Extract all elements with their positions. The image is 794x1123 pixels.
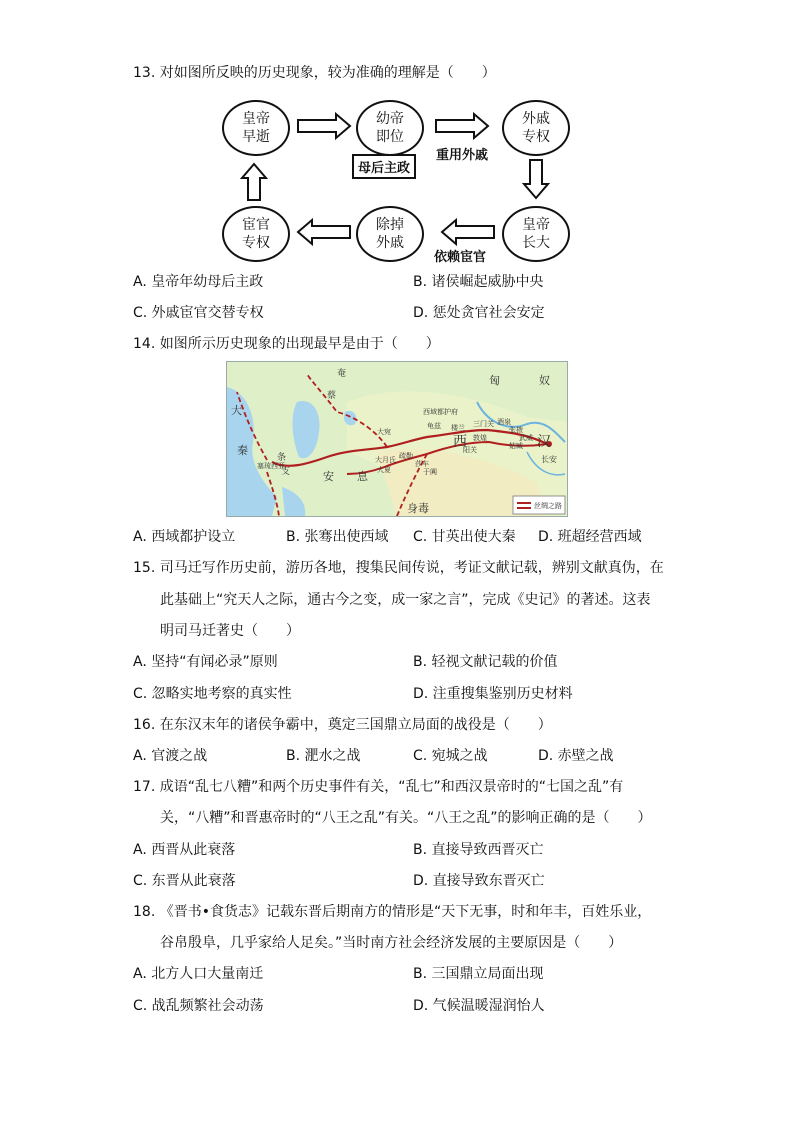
q14-option-d[interactable]: D. 班超经营西域	[538, 529, 642, 545]
q17-option-d[interactable]: D. 直接导致东晋灭亡	[413, 873, 545, 889]
label-rely-eunuch: 依赖宦官	[434, 250, 487, 265]
map-label: 大月氏	[375, 456, 396, 464]
q16-option-d[interactable]: D. 赤壁之战	[538, 748, 614, 764]
q16-option-b[interactable]: B. 淝水之战	[286, 748, 361, 764]
q13-option-b[interactable]: B. 诸侯崛起威胁中央	[413, 274, 544, 290]
map-label: 息	[357, 470, 368, 483]
arrow-left-2	[298, 220, 350, 244]
node-consort-power	[502, 100, 570, 156]
map-label: 武威	[519, 434, 533, 442]
q16-option-c[interactable]: C. 宛城之战	[413, 748, 488, 764]
q13-stem: 13. 对如图所反映的历史现象，较为准确的理解是（ ）	[133, 65, 496, 81]
q18-option-a[interactable]: A. 北方人口大量南迁	[133, 966, 264, 982]
map-label: 楼兰	[451, 424, 465, 432]
q17-option-c[interactable]: C. 东晋从此衰落	[133, 873, 236, 889]
q15-stem-line-2: 此基础上“究天人之际，通古今之变，成一家之言”，完成《史记》的著述。这表	[160, 592, 651, 608]
q15-option-d[interactable]: D. 注重搜集鉴别历史材料	[413, 686, 573, 702]
map-label: 条	[277, 453, 287, 463]
node-text: 皇帝	[522, 217, 550, 233]
box-empress-regency: 母后主政	[352, 154, 416, 179]
node-text: 外戚	[376, 235, 404, 251]
node-text: 专权	[242, 235, 270, 251]
map-label: 龟兹	[427, 422, 441, 430]
q15-option-c[interactable]: C. 忽略实地考察的真实性	[133, 686, 292, 702]
node-child-emperor	[356, 100, 424, 156]
node-emperor-grows	[502, 206, 570, 262]
node-text: 早逝	[242, 129, 270, 145]
node-text: 即位	[376, 129, 404, 145]
node-text: 长大	[522, 235, 550, 251]
map-label: 奄	[337, 369, 347, 379]
arrow-right-1	[298, 114, 350, 138]
legend-label: 丝绸之路	[534, 502, 562, 510]
map-label: 疏勒	[399, 452, 413, 460]
map-label: 奴	[539, 374, 550, 387]
q17-stem-line-2: 关，“八糟”和晋惠帝时的“八王之乱”有关。“八王之乱”的影响正确的是（ ）	[160, 810, 652, 826]
q13-option-c[interactable]: C. 外戚宦官交替专权	[133, 305, 264, 321]
map-label: 秦	[237, 444, 248, 457]
label-rely-consort: 重用外戚	[436, 148, 489, 163]
q16-option-a[interactable]: A. 官渡之战	[133, 748, 208, 764]
node-eunuch-power	[222, 206, 290, 262]
map-label: 安	[323, 470, 334, 483]
q16-stem: 16. 在东汉末年的诸侯争霸中，奠定三国鼎立局面的战役是（ ）	[133, 717, 552, 733]
map-label: 塞琉西亚	[257, 462, 285, 470]
q18-option-d[interactable]: D. 气候温暖湿润怡人	[413, 998, 545, 1014]
arrow-up	[242, 164, 266, 200]
map-label: 阳关	[463, 446, 477, 454]
q17-stem-line-1: 17. 成语“乱七八糟”和两个历史事件有关，“乱七”和西汉景帝时的“七国之乱”有	[133, 779, 624, 795]
q13-option-d[interactable]: D. 惩处贪官社会安定	[413, 305, 545, 321]
q14-stem: 14. 如图所示历史现象的出现最早是由于（ ）	[133, 336, 440, 352]
map-label: 西	[453, 434, 467, 450]
q14-silk-road-map	[226, 361, 568, 517]
q15-option-a[interactable]: A. 坚持“有闻必录”原则	[133, 654, 278, 670]
q18-stem-line-2: 谷帛殷阜，几乎家给人足矣。”当时南方社会经济发展的主要原因是（ ）	[160, 935, 623, 951]
arrow-down	[524, 160, 548, 198]
q14-option-c[interactable]: C. 甘英出使大秦	[413, 529, 516, 545]
q17-option-a[interactable]: A. 西晋从此衰落	[133, 842, 236, 858]
q18-option-c[interactable]: C. 战乱频繁社会动荡	[133, 998, 264, 1014]
map-label: 匈	[489, 374, 500, 387]
map-label: 张掖	[509, 426, 523, 434]
map-label: 西域都护府	[423, 408, 458, 416]
map-label: 大夏	[377, 466, 391, 474]
node-text: 外戚	[522, 111, 550, 127]
q15-stem-line-1: 15. 司马迁写作历史前，游历各地，搜集民间传说，考证文献记载，辨别文献真伪，在	[133, 560, 664, 576]
q15-stem-line-3: 明司马迁著史（ ）	[160, 623, 300, 639]
q18-stem-line-1: 18. 《晋书•食货志》记载东晋后期南方的情形是“天下无事，时和年丰，百姓乐业，	[133, 904, 652, 920]
map-label: 身毒	[407, 502, 429, 515]
arrow-left-1	[442, 220, 494, 244]
node-text: 宦官	[242, 217, 270, 233]
q13-cycle-diagram	[218, 96, 558, 266]
node-emperor-early-death	[222, 100, 290, 156]
map-label: 酒泉	[497, 418, 511, 426]
map-label: 大宛	[377, 428, 391, 436]
map-label: 蔡	[327, 391, 337, 401]
node-text: 幼帝	[376, 111, 404, 127]
map-label: 姑臧	[509, 442, 523, 450]
q14-option-b[interactable]: B. 张骞出使西域	[286, 529, 389, 545]
map-label: 大	[231, 404, 242, 417]
map-label: 长安	[541, 455, 557, 464]
node-text: 除掉	[376, 217, 404, 233]
arrow-right-2	[436, 114, 488, 138]
node-text: 专权	[522, 129, 550, 145]
map-svg	[227, 362, 567, 516]
map-label: 支	[281, 467, 291, 477]
map-label: 三门关	[473, 420, 494, 428]
q17-option-b[interactable]: B. 直接导致西晋灭亡	[413, 842, 544, 858]
map-label: 莎车	[415, 460, 429, 468]
q13-option-a[interactable]: A. 皇帝年幼母后主政	[133, 274, 264, 290]
map-label: 汉	[537, 434, 551, 450]
q15-option-b[interactable]: B. 轻视文献记载的价值	[413, 654, 558, 670]
node-remove-consort	[356, 206, 424, 262]
q14-option-a[interactable]: A. 西域都护设立	[133, 529, 236, 545]
node-text: 皇帝	[242, 111, 270, 127]
map-label: 于阗	[423, 468, 437, 476]
q18-option-b[interactable]: B. 三国鼎立局面出现	[413, 966, 544, 982]
map-label: 敦煌	[473, 434, 487, 442]
